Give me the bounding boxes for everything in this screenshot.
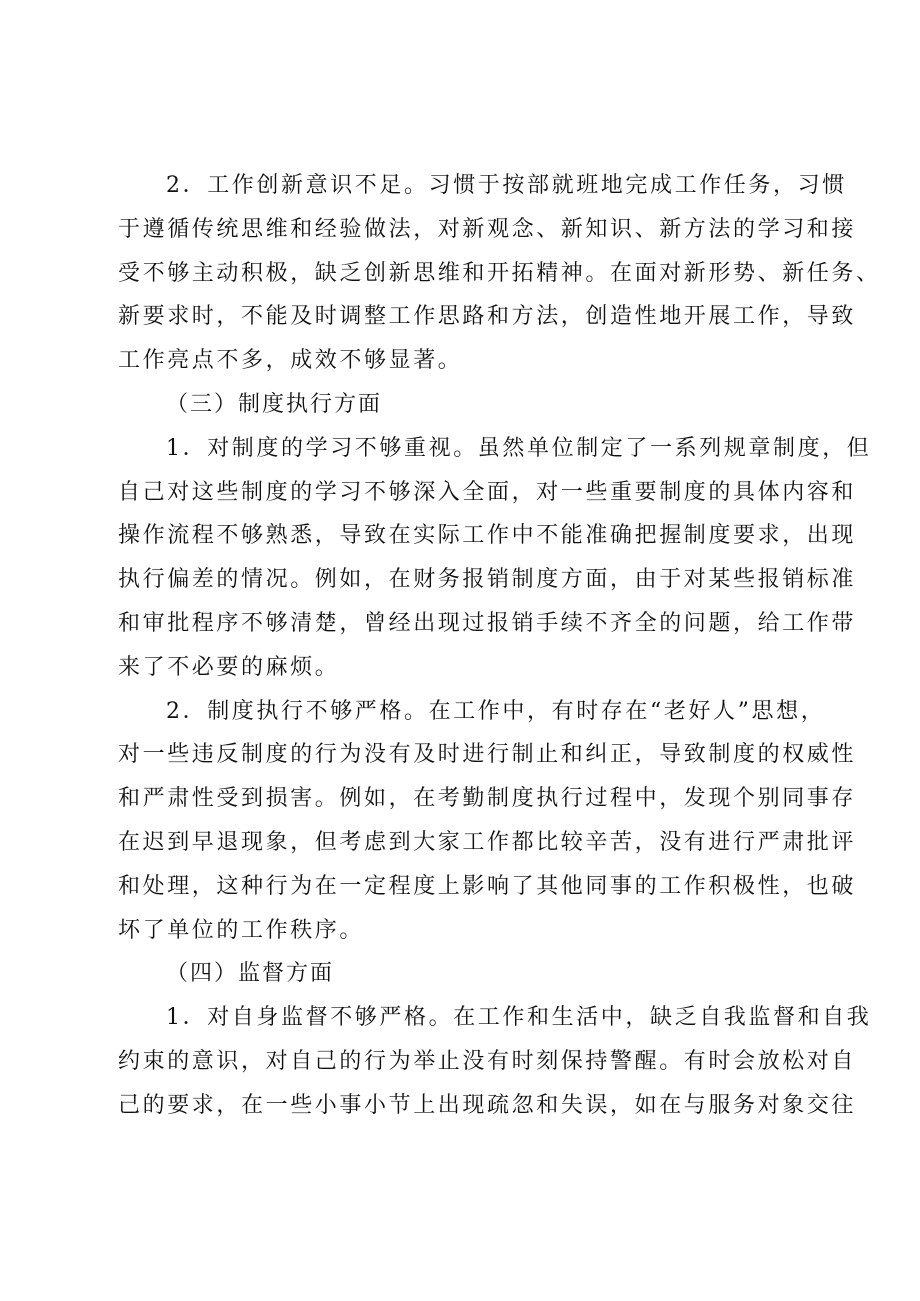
- paragraph-line: 来了不必要的麻烦。: [118, 655, 340, 680]
- paragraph-line: 约束的意识，对自己的行为举止没有时刻保持警醒。有时会放松对自: [118, 1049, 857, 1074]
- section-heading: （三）制度执行方面: [166, 392, 383, 417]
- paragraph-line: 坏了单位的工作秩序。: [118, 918, 365, 943]
- paragraph-line: 于遵循传统思维和经验做法，对新观念、新知识、新方法的学习和接: [118, 217, 857, 242]
- paragraph-line: 2．制度执行不够严格。在工作中，有时存在“老好人”思想，: [166, 699, 826, 724]
- paragraph-line: 对一些违反制度的行为没有及时进行制止和纠正，导致制度的权威性: [118, 742, 857, 767]
- paragraph-line: 1．对制度的学习不够重视。虽然单位制定了一系列规章制度，但: [166, 436, 872, 461]
- paragraph-line: 1．对自身监督不够严格。在工作和生活中，缺乏自我监督和自我: [166, 1005, 872, 1030]
- paragraph-line: 受不够主动积极，缺乏创新思维和开拓精神。在面对新形势、新任务、: [118, 261, 881, 286]
- paragraph-line: 和审批程序不够清楚，曾经出现过报销手续不齐全的问题，给工作带: [118, 611, 857, 636]
- paragraph-line: 操作流程不够熟悉，导致在实际工作中不能准确把握制度要求，出现: [118, 523, 857, 548]
- paragraph-line: 在迟到早退现象，但考虑到大家工作都比较辛苦，没有进行严肃批评: [118, 830, 857, 855]
- paragraph-line: 自己对这些制度的学习不够深入全面，对一些重要制度的具体内容和: [118, 480, 857, 505]
- paragraph-line: 2．工作创新意识不足。习惯于按部就班地完成工作任务，习惯: [166, 173, 847, 198]
- section-heading: （四）监督方面: [166, 961, 335, 986]
- paragraph-line: 工作亮点不多，成效不够显著。: [118, 348, 463, 373]
- paragraph-line: 和处理，这种行为在一定程度上影响了其他同事的工作积极性，也破: [118, 874, 857, 899]
- paragraph-line: 和严肃性受到损害。例如，在考勤制度执行过程中，发现个别同事存: [118, 786, 857, 811]
- paragraph-line: 己的要求，在一些小事小节上出现疏忽和失误，如在与服务对象交往: [118, 1093, 857, 1118]
- paragraph-line: 执行偏差的情况。例如，在财务报销制度方面，由于对某些报销标准: [118, 567, 857, 592]
- paragraph-line: 新要求时，不能及时调整工作思路和方法，创造性地开展工作，导致: [118, 304, 857, 329]
